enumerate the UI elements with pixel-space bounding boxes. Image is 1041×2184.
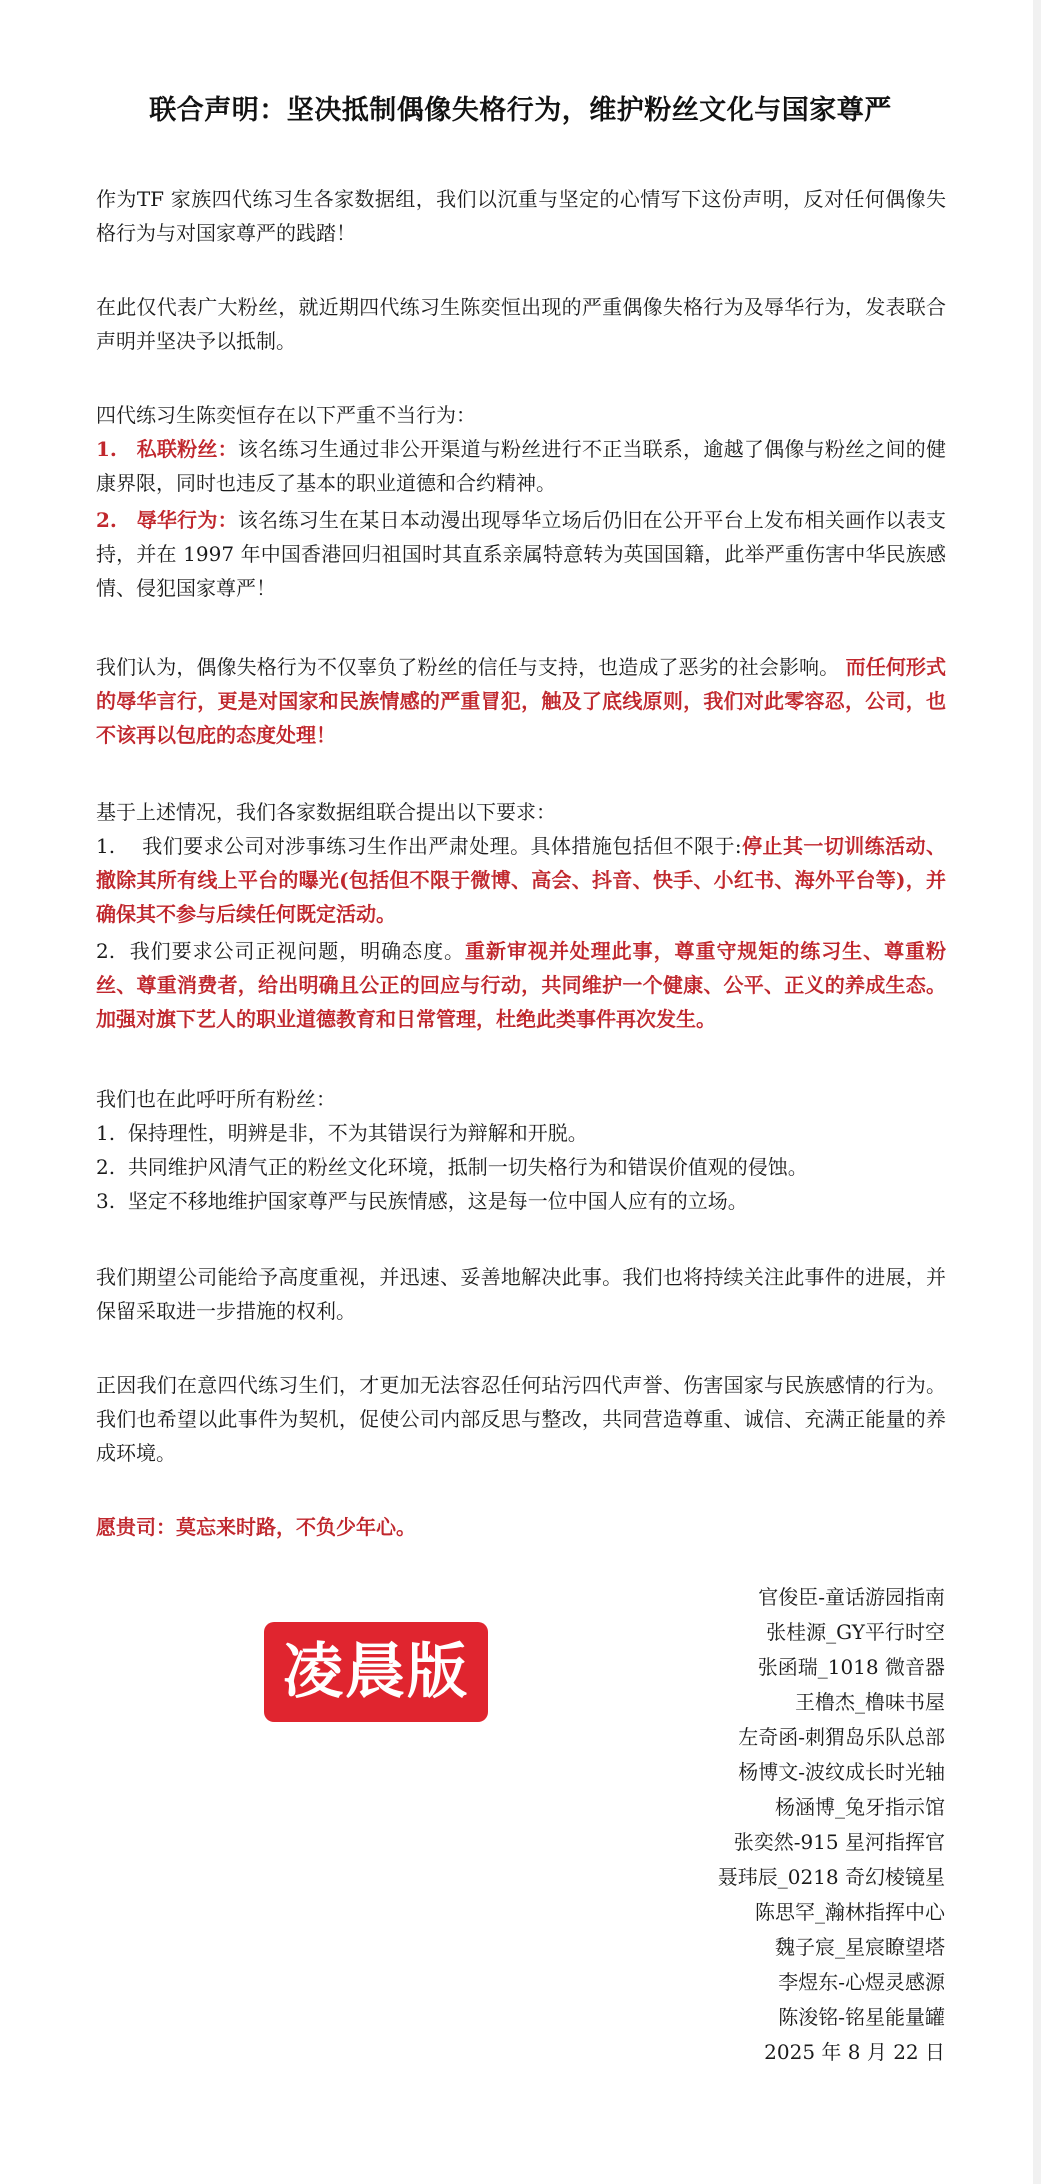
edition-badge: 凌晨版	[264, 1622, 488, 1722]
signature-item: 聂玮辰_0218 奇幻棱镜星	[717, 1865, 945, 1889]
demand-item	[96, 934, 946, 1036]
demand-number: 1.	[96, 834, 116, 858]
signature-item: 杨涵博_兔牙指示馆	[775, 1795, 945, 1819]
behaviors-section	[96, 398, 946, 608]
behavior-label: 辱华行为	[136, 508, 218, 532]
paragraph-intro: 作为TF 家族四代练习生各家数据组，我们以沉重与坚定的心情写下这份声明，反对任何偶像失格行为与对国家尊严的践踏！	[96, 187, 946, 245]
signature-item: 杨博文-波纹成长时光轴	[738, 1760, 945, 1784]
behavior-separator: ：	[217, 437, 238, 461]
signature-item: 李煜东-心煜灵感源	[778, 1970, 945, 1994]
appeals-section	[96, 1082, 946, 1218]
behavior-text: 该名练习生通过非公开渠道与粉丝进行不正当联系，逾越了偶像与粉丝之间的健康界限，同时也违反了基本的职业道德和合约精神。	[96, 437, 947, 495]
appeal-number: 2.	[96, 1155, 116, 1179]
behavior-item	[96, 503, 946, 605]
behavior-text: 该名练习生在某日本动漫出现辱华立场后仍旧在公开平台上发布相关画作以表支持，并在 1997 年中国香港回归祖国时其直系亲属特意转为英国国籍，此举严重伤害中华民族感情、侵犯国家尊严！	[96, 508, 947, 600]
appeal-text: 坚定不移地维护国家尊严与民族情感，这是每一位中国人应有的立场。	[127, 1189, 748, 1213]
appeal-text: 保持理性，明辨是非，不为其错误行为辩解和开脱。	[127, 1121, 588, 1145]
paragraph-care: 正因我们在意四代练习生们，才更加无法容忍任何玷污四代声誉、伤害国家与民族感情的行为。我们也希望以此事件为契机，促使公司内部反思与整改，共同营造尊重、诚信、充满正能量的养成环境。	[96, 1373, 946, 1465]
behavior-item	[96, 432, 946, 500]
appeal-item	[96, 1184, 946, 1218]
demand-item	[96, 829, 946, 931]
behavior-number: 2.	[96, 508, 117, 532]
demand-text: 我们要求公司对涉事练习生作出严肃处理。具体措施包括但不限于:	[142, 834, 742, 858]
paragraph-opinion	[96, 650, 946, 752]
signature-item: 官俊臣-童话游园指南	[758, 1585, 945, 1609]
signature-date: 2025 年 8 月 22 日	[764, 2040, 945, 2064]
page-edge	[1033, 0, 1041, 2184]
signature-item: 魏子宸_星宸瞭望塔	[775, 1935, 945, 1959]
opinion-emphasis: 而任何形式的辱华言行，更是对国家和民族情感的严重冒犯，触及了底线原则，我们对此零容忍，公司，也不该再以包庇的态度处理！	[96, 655, 947, 747]
page-title: 联合声明：坚决抵制偶像失格行为，维护粉丝文化与国家尊严	[149, 95, 892, 126]
closing-wish: 愿贵司：莫忘来时路，不负少年心。	[96, 1515, 416, 1539]
paragraph-expectation: 我们期望公司能给予高度重视，并迅速、妥善地解决此事。我们也将持续关注此事件的进展，并保留采取进一步措施的权利。	[96, 1265, 946, 1323]
paragraph-representation: 在此仅代表广大粉丝，就近期四代练习生陈奕恒出现的严重偶像失格行为及辱华行为，发表联合声明并坚决予以抵制。	[96, 295, 946, 353]
appeal-text: 共同维护风清气正的粉丝文化环境，抵制一切失格行为和错误价值观的侵蚀。	[127, 1155, 808, 1179]
appeal-number: 3.	[96, 1189, 116, 1213]
behaviors-intro: 四代练习生陈奕恒存在以下严重不当行为：	[96, 403, 476, 427]
behavior-separator: ：	[217, 508, 238, 532]
demand-number: 2.	[96, 939, 116, 963]
demand-text: 我们要求公司正视问题，明确态度。	[129, 939, 465, 963]
signature-item: 左奇函-刺猬岛乐队总部	[738, 1725, 945, 1749]
demand-emphasis: 停止其一切训练活动、撤除其所有线上平台的曝光(包括但不限于微博、高会、抖音、快手、小红书、海外平台等)，并确保其不参与后续任何既定活动。	[96, 834, 946, 926]
opinion-text: 我们认为，偶像失格行为不仅辜负了粉丝的信任与支持，也造成了恶劣的社会影响。	[96, 655, 840, 679]
appeal-item	[96, 1150, 946, 1184]
signature-item: 陈思罕_瀚林指挥中心	[755, 1900, 945, 1924]
signature-list	[525, 1580, 945, 2070]
appeals-intro: 我们也在此呼吁所有粉丝：	[96, 1087, 336, 1111]
behavior-label: 私联粉丝	[136, 437, 218, 461]
signature-item: 张桂源_GY平行时空	[766, 1620, 945, 1644]
signature-item: 张函瑞_1018 微音器	[757, 1655, 945, 1679]
appeal-number: 1.	[96, 1121, 116, 1145]
behavior-number: 1.	[96, 437, 117, 461]
appeal-item	[96, 1116, 946, 1150]
signature-item: 陈浚铭-铭星能量罐	[778, 2005, 945, 2029]
signature-item: 张奕然-915 星河指挥官	[733, 1830, 945, 1854]
demand-emphasis: 重新审视并处理此事，尊重守规矩的练习生、尊重粉丝、尊重消费者，给出明确且公正的回应与行动，共同维护一个健康、公平、正义的养成生态。加强对旗下艺人的职业道德教育和日常管理，杜绝此类事件再次发生。	[96, 939, 947, 1031]
demands-intro: 基于上述情况，我们各家数据组联合提出以下要求：	[96, 800, 556, 824]
signature-item: 王橹杰_橹味书屋	[795, 1690, 945, 1714]
demands-section	[96, 795, 946, 1039]
